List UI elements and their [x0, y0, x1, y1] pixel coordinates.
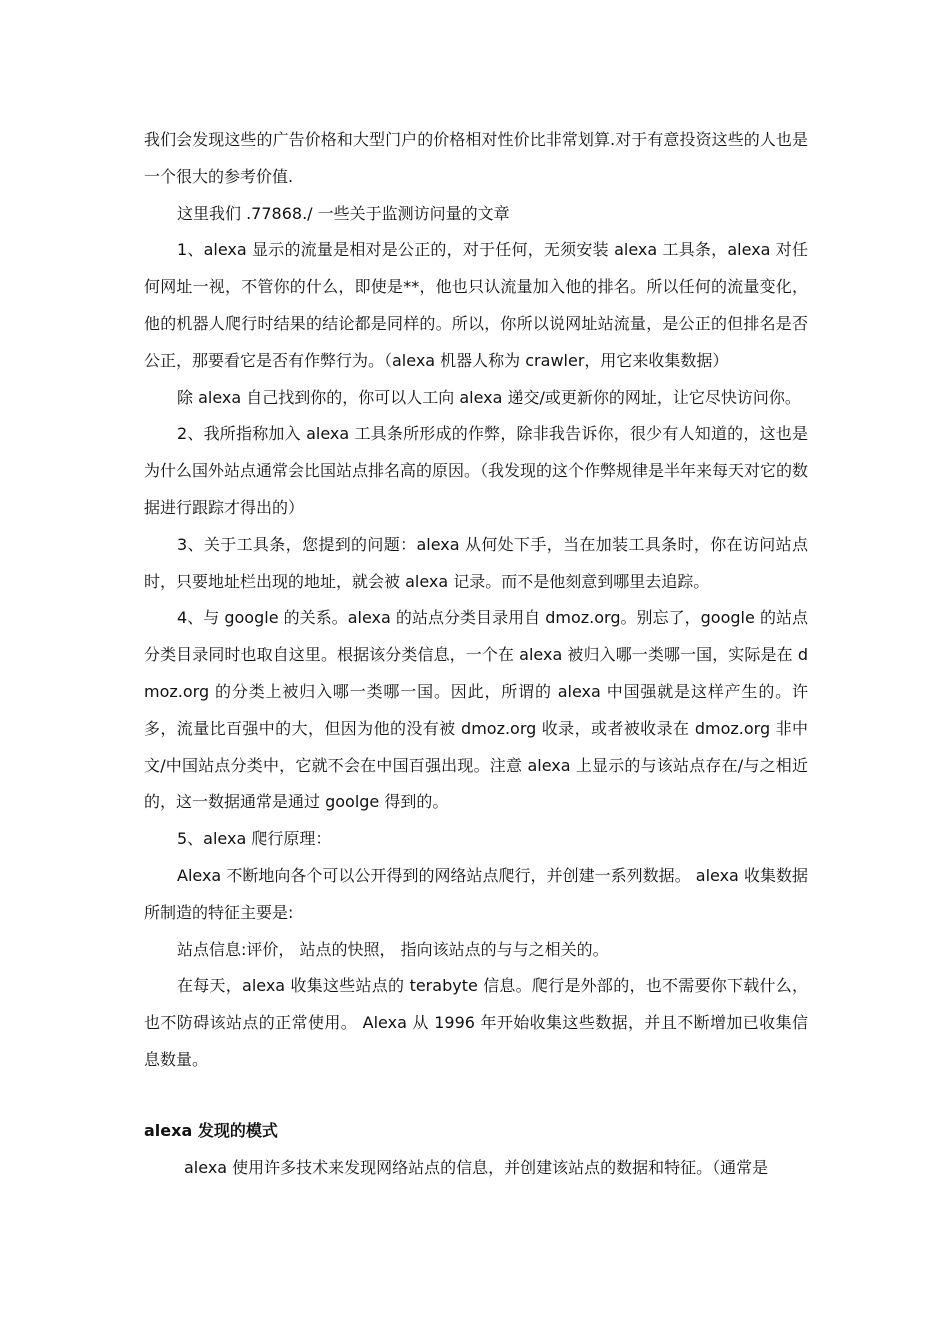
paragraph-point-4: 4、与 google 的关系。alexa 的站点分类目录用自 dmoz.org。别忘了，google 的站点分类目录同时也取自这里。根据该分类信息，一个在 alexa 被归入哪一类哪一国，实际是在 dmoz.org 的分类上被归入哪一类哪一国。因此，所谓的 alexa 中国强就是这样产生的。许多，流量比百强中的大，但因为他的没有被 dmoz.org 收录，或者被收录在 dmoz.org 非中文/中国站点分类中，它就不会在中国百强出现。注意 alexa 上显示的与该站点存在/与之相近的，这一数据通常是通过 goolge 得到的。	[144, 608, 808, 812]
document-body	[144, 122, 808, 1186]
paragraph-point-3: 3、关于工具条，您提到的问题：alexa 从何处下手，当在加装工具条时，你在访问站点时，只要地址栏出现的地址，就会被 alexa 记录。而不是他刻意到哪里去追踪。	[144, 534, 808, 591]
paragraph-site-info: 站点信息:评价， 站点的快照， 指向该站点的与与之相关的。	[177, 939, 609, 959]
paragraph-article-intro: 这里我们 .77868./ 一些关于监测访问量的文章	[177, 203, 510, 223]
paragraph-point-1: 1、alexa 显示的流量是相对是公正的，对于任何，无须安装 alexa 工具条，alexa 对任何网址一视，不管你的什么，即使是**，他也只认流量加入他的排名。所以任何的流量变化，他的机器人爬行时结果的结论都是同样的。所以，你所以说网址站流量，是公正的但排名是否公正，那要看它是否有作弊行为。（alexa 机器人称为 crawler，用它来收集数据）	[144, 240, 808, 370]
paragraph-ad-price-value: 我们会发现这些的广告价格和大型门户的价格相对性价比非常划算.对于有意投资这些的人也是一个很大的参考价值.	[144, 130, 808, 186]
section-spacer	[144, 1079, 808, 1113]
paragraph-daily-collection: 在每天，alexa 收集这些站点的 terabyte 信息。爬行是外部的，也不需要你下载什么，也不防碍该站点的正常使用。 Alexa 从 1996 年开始收集这些数据，并且不断增加已收集信息数量。	[144, 976, 808, 1069]
paragraph-point-5-title: 5、alexa 爬行原理：	[177, 829, 332, 849]
paragraph-point-2: 2、我所指称加入 alexa 工具条所形成的作弊，除非我告诉你，很少有人知道的，这也是为什么国外站点通常会比国站点排名高的原因。（我发现的这个作弊规律是半年来每天对它的数据进行跟踪才得出的）	[144, 424, 809, 517]
section-heading: alexa 发现的模式	[144, 1120, 278, 1140]
paragraph-manual-submit: 除 alexa 自己找到你的，你可以人工向 alexa 递交/或更新你的网址，让它尽快访问你。	[177, 387, 801, 407]
section-paragraph: alexa 使用许多技术来发现网络站点的信息，并创建该站点的数据和特征。（通常是	[184, 1157, 769, 1177]
paragraph-crawl-description: Alexa 不断地向各个可以公开得到的网络站点爬行，并创建一系列数据。 alexa 收集数据所制造的特征主要是:	[144, 865, 808, 922]
